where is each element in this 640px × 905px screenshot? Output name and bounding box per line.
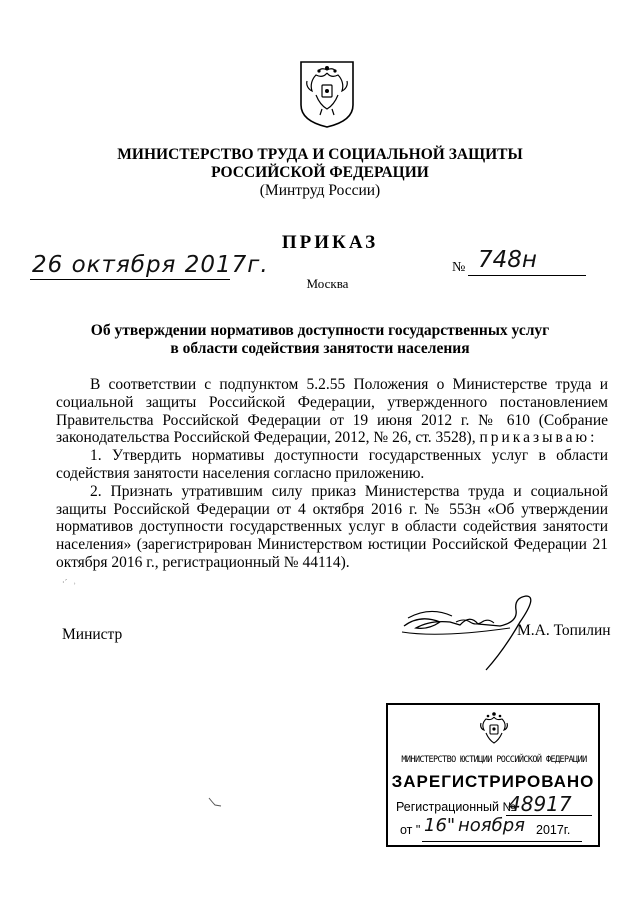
registration-stamp xyxy=(386,703,600,847)
order-city: Москва xyxy=(306,276,349,291)
order-date: 26 октября 2017г. xyxy=(32,252,269,278)
decree-word: приказываю: xyxy=(479,429,598,447)
ministry-name-line1: МИНИСТЕРСТВО ТРУДА И СОЦИАЛЬНОЙ ЗАЩИТЫ xyxy=(117,146,523,163)
state-emblem-icon xyxy=(298,59,356,129)
stamp-from-label: от " xyxy=(400,823,421,837)
ministry-name-line2: РОССИЙСКОЙ ФЕДЕРАЦИИ xyxy=(211,164,429,181)
order-item-1: 1. Утвердить нормативы доступности государственных услуг в области содействия занятости населения согласно приложению. xyxy=(56,447,608,482)
order-number-label: № xyxy=(452,260,466,275)
ministry-short-name: (Минтруд России) xyxy=(259,182,381,199)
margin-mark: ·ˊ ˒ xyxy=(62,578,76,587)
subject-line2: в области содействия занятости населения xyxy=(170,340,470,357)
stamp-regnum: 48917 xyxy=(508,792,572,816)
stamp-regnum-label: Регистрационный № xyxy=(396,800,516,814)
preamble-text: В соответствии с подпунктом 5.2.55 Положения о Министерстве труда и социальной защиты Российской Федерации, утвержденного постановлением Правительства Российской Федерации от 19 июня 2012 г. № 610 (Собрание законодательства Российской Федерации, 2012, № 26, ст. 3528), xyxy=(56,376,608,447)
stamp-ministry-name: МИНИСТЕРСТВО ЮСТИЦИИ РОССИЙСКОЙ ФЕДЕРАЦИИ xyxy=(401,755,587,765)
stamp-emblem-icon xyxy=(477,709,511,749)
signer-name: М.А. Топилин xyxy=(517,622,611,639)
check-mark-icon xyxy=(208,797,222,807)
stamp-year: 2017г. xyxy=(536,823,571,837)
stamp-registered-label: ЗАРЕГИСТРИРОВАНО xyxy=(391,772,595,791)
order-title: ПРИКАЗ xyxy=(281,232,379,253)
stamp-day: 16" xyxy=(424,815,456,836)
order-number: 748н xyxy=(478,247,537,273)
stamp-month: ноября xyxy=(458,815,525,836)
order-body xyxy=(56,376,608,572)
order-item-2: 2. Признать утратившим силу приказ Министерства труда и социальной защиты Российской Федерации от 4 октября 2016 г. № 553н «Об утверждении нормативов доступности государственных услуг в области содействия занятости населения» (зарегистрирован Министерством юстиции Российской Федерации 21 октября 2016 г., регистрационный № 44114). xyxy=(56,482,608,571)
preamble-paragraph xyxy=(56,376,608,447)
subject-line1: Об утверждении нормативов доступности государственных услуг xyxy=(90,322,550,339)
signer-position: Министр xyxy=(62,626,123,643)
stamp-date-underline xyxy=(422,841,582,842)
